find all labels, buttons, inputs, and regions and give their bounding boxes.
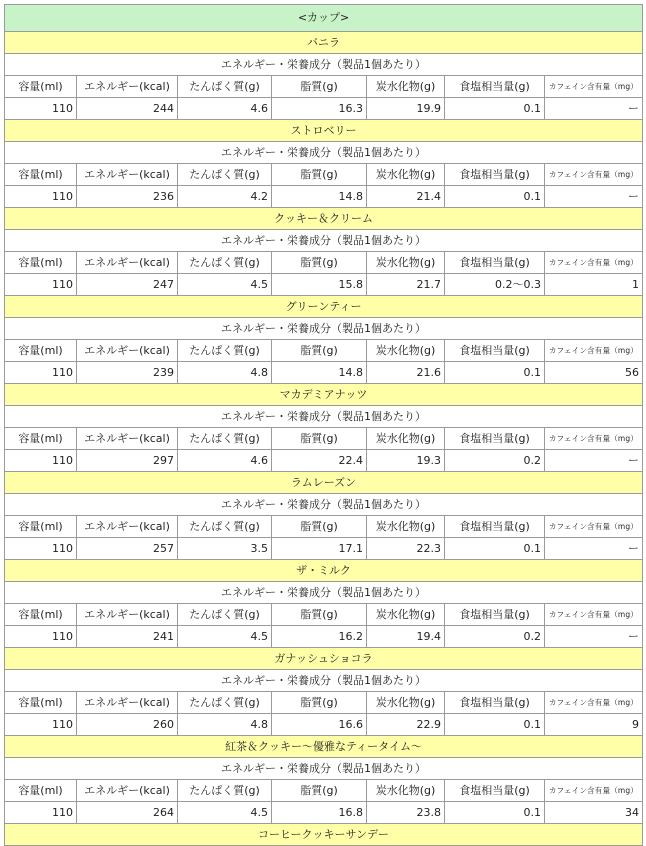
nutrition-subheader-row xyxy=(5,670,643,692)
column-header: 容量(ml) xyxy=(5,164,77,186)
column-header: 容量(ml) xyxy=(5,340,77,362)
nutrition-value: 4.5 xyxy=(178,274,272,296)
nutrition-value: 110 xyxy=(5,538,77,560)
nutrition-value: 15.8 xyxy=(272,274,367,296)
nutrition-value: 110 xyxy=(5,802,77,824)
column-header: 脂質(g) xyxy=(272,516,367,538)
column-header-row xyxy=(5,164,643,186)
nutrition-values-row xyxy=(5,626,643,648)
nutrition-value: 0.2～0.3 xyxy=(445,274,545,296)
column-header: エネルギー(kcal) xyxy=(77,252,178,274)
column-header: エネルギー(kcal) xyxy=(77,516,178,538)
product-row xyxy=(5,472,643,494)
nutrition-value: 19.4 xyxy=(367,626,445,648)
column-header: 炭水化物(g) xyxy=(367,76,445,98)
nutrition-value: 0.2 xyxy=(445,450,545,472)
nutrition-table-container xyxy=(4,4,642,846)
nutrition-subheader: エネルギー・栄養成分（製品1個あたり） xyxy=(5,670,643,692)
column-header: 脂質(g) xyxy=(272,164,367,186)
nutrition-value: 241 xyxy=(77,626,178,648)
nutrition-table xyxy=(4,4,643,846)
nutrition-value: 244 xyxy=(77,98,178,120)
column-header: カフェイン含有量（mg） xyxy=(545,76,643,98)
nutrition-value: 22.9 xyxy=(367,714,445,736)
nutrition-value: 22.4 xyxy=(272,450,367,472)
column-header: カフェイン含有量（mg） xyxy=(545,692,643,714)
product-row xyxy=(5,32,643,54)
nutrition-values-row xyxy=(5,186,643,208)
column-header: エネルギー(kcal) xyxy=(77,604,178,626)
nutrition-value: ー xyxy=(545,98,643,120)
column-header: 容量(ml) xyxy=(5,76,77,98)
nutrition-value: 239 xyxy=(77,362,178,384)
column-header-row xyxy=(5,428,643,450)
product-row xyxy=(5,648,643,670)
nutrition-subheader-row xyxy=(5,54,643,76)
product-row xyxy=(5,208,643,230)
nutrition-value: 110 xyxy=(5,626,77,648)
nutrition-value: ー xyxy=(545,186,643,208)
nutrition-value: 16.8 xyxy=(272,802,367,824)
product-name: ストロベリー xyxy=(5,120,643,142)
nutrition-value: 297 xyxy=(77,450,178,472)
column-header: たんぱく質(g) xyxy=(178,340,272,362)
column-header: 容量(ml) xyxy=(5,692,77,714)
nutrition-value: 21.7 xyxy=(367,274,445,296)
product-row xyxy=(5,120,643,142)
nutrition-values-row xyxy=(5,538,643,560)
column-header: 容量(ml) xyxy=(5,516,77,538)
nutrition-value: 0.1 xyxy=(445,538,545,560)
nutrition-value: 110 xyxy=(5,362,77,384)
nutrition-value: 247 xyxy=(77,274,178,296)
column-header: 炭水化物(g) xyxy=(367,340,445,362)
nutrition-subheader: エネルギー・栄養成分（製品1個あたり） xyxy=(5,54,643,76)
nutrition-value: 9 xyxy=(545,714,643,736)
column-header: 脂質(g) xyxy=(272,604,367,626)
column-header-row xyxy=(5,780,643,802)
nutrition-table-body xyxy=(5,5,643,846)
column-header: 食塩相当量(g) xyxy=(445,780,545,802)
nutrition-value: ー xyxy=(545,538,643,560)
nutrition-value: 21.6 xyxy=(367,362,445,384)
nutrition-value: 21.4 xyxy=(367,186,445,208)
column-header-row xyxy=(5,692,643,714)
product-name: ラムレーズン xyxy=(5,472,643,494)
product-name: ガナッシュショコラ xyxy=(5,648,643,670)
column-header: 炭水化物(g) xyxy=(367,164,445,186)
nutrition-value: 257 xyxy=(77,538,178,560)
nutrition-value: 0.2 xyxy=(445,626,545,648)
product-row xyxy=(5,824,643,846)
nutrition-value: 4.8 xyxy=(178,362,272,384)
column-header: 炭水化物(g) xyxy=(367,428,445,450)
nutrition-subheader-row xyxy=(5,406,643,428)
nutrition-value: 1 xyxy=(545,274,643,296)
column-header: 食塩相当量(g) xyxy=(445,428,545,450)
column-header: カフェイン含有量（mg） xyxy=(545,428,643,450)
column-header: カフェイン含有量（mg） xyxy=(545,780,643,802)
column-header: カフェイン含有量（mg） xyxy=(545,516,643,538)
nutrition-subheader: エネルギー・栄養成分（製品1個あたり） xyxy=(5,230,643,252)
nutrition-value: 16.3 xyxy=(272,98,367,120)
column-header: エネルギー(kcal) xyxy=(77,164,178,186)
nutrition-value: 19.3 xyxy=(367,450,445,472)
nutrition-subheader: エネルギー・栄養成分（製品1個あたり） xyxy=(5,318,643,340)
column-header: 炭水化物(g) xyxy=(367,516,445,538)
column-header: 容量(ml) xyxy=(5,428,77,450)
column-header: エネルギー(kcal) xyxy=(77,692,178,714)
column-header-row xyxy=(5,76,643,98)
product-name: クッキー＆クリーム xyxy=(5,208,643,230)
column-header: たんぱく質(g) xyxy=(178,252,272,274)
nutrition-subheader-row xyxy=(5,230,643,252)
nutrition-value: 110 xyxy=(5,714,77,736)
column-header: カフェイン含有量（mg） xyxy=(545,604,643,626)
product-name: ザ・ミルク xyxy=(5,560,643,582)
product-name: グリーンティー xyxy=(5,296,643,318)
nutrition-value: 110 xyxy=(5,274,77,296)
nutrition-value: 16.6 xyxy=(272,714,367,736)
nutrition-subheader-row xyxy=(5,142,643,164)
column-header: 脂質(g) xyxy=(272,252,367,274)
nutrition-subheader-row xyxy=(5,318,643,340)
column-header-row xyxy=(5,252,643,274)
column-header: たんぱく質(g) xyxy=(178,692,272,714)
column-header: 脂質(g) xyxy=(272,780,367,802)
nutrition-values-row xyxy=(5,450,643,472)
column-header: カフェイン含有量（mg） xyxy=(545,164,643,186)
nutrition-value: ー xyxy=(545,450,643,472)
nutrition-subheader-row xyxy=(5,758,643,780)
nutrition-value: 14.8 xyxy=(272,186,367,208)
nutrition-value: 0.1 xyxy=(445,362,545,384)
column-header: 食塩相当量(g) xyxy=(445,76,545,98)
column-header: 容量(ml) xyxy=(5,780,77,802)
column-header: カフェイン含有量（mg） xyxy=(545,252,643,274)
nutrition-subheader: エネルギー・栄養成分（製品1個あたり） xyxy=(5,142,643,164)
nutrition-subheader: エネルギー・栄養成分（製品1個あたり） xyxy=(5,758,643,780)
nutrition-value: 0.1 xyxy=(445,186,545,208)
column-header: 炭水化物(g) xyxy=(367,692,445,714)
nutrition-subheader: エネルギー・栄養成分（製品1個あたり） xyxy=(5,582,643,604)
nutrition-subheader: エネルギー・栄養成分（製品1個あたり） xyxy=(5,406,643,428)
column-header-row xyxy=(5,604,643,626)
column-header: エネルギー(kcal) xyxy=(77,340,178,362)
nutrition-value: ー xyxy=(545,626,643,648)
column-header: エネルギー(kcal) xyxy=(77,76,178,98)
nutrition-value: 260 xyxy=(77,714,178,736)
column-header: 脂質(g) xyxy=(272,76,367,98)
column-header: たんぱく質(g) xyxy=(178,516,272,538)
column-header: 食塩相当量(g) xyxy=(445,252,545,274)
nutrition-value: 14.8 xyxy=(272,362,367,384)
nutrition-values-row xyxy=(5,714,643,736)
column-header: 食塩相当量(g) xyxy=(445,516,545,538)
nutrition-value: 4.6 xyxy=(178,98,272,120)
nutrition-value: 110 xyxy=(5,186,77,208)
product-name: コーヒークッキーサンデー xyxy=(5,824,643,846)
column-header: たんぱく質(g) xyxy=(178,164,272,186)
column-header: 容量(ml) xyxy=(5,252,77,274)
nutrition-value: 264 xyxy=(77,802,178,824)
column-header: 脂質(g) xyxy=(272,340,367,362)
nutrition-subheader-row xyxy=(5,494,643,516)
table-title: <カップ> xyxy=(5,5,643,32)
nutrition-values-row xyxy=(5,98,643,120)
nutrition-value: 4.5 xyxy=(178,802,272,824)
column-header: たんぱく質(g) xyxy=(178,604,272,626)
product-row xyxy=(5,296,643,318)
column-header: たんぱく質(g) xyxy=(178,76,272,98)
column-header: 炭水化物(g) xyxy=(367,604,445,626)
nutrition-value: 0.1 xyxy=(445,802,545,824)
column-header: 炭水化物(g) xyxy=(367,780,445,802)
nutrition-value: 56 xyxy=(545,362,643,384)
column-header: エネルギー(kcal) xyxy=(77,780,178,802)
nutrition-value: 16.2 xyxy=(272,626,367,648)
nutrition-value: 0.1 xyxy=(445,98,545,120)
nutrition-value: 19.9 xyxy=(367,98,445,120)
product-row xyxy=(5,736,643,758)
nutrition-values-row xyxy=(5,362,643,384)
column-header: 容量(ml) xyxy=(5,604,77,626)
nutrition-value: 110 xyxy=(5,450,77,472)
nutrition-value: 110 xyxy=(5,98,77,120)
nutrition-value: 0.1 xyxy=(445,714,545,736)
column-header-row xyxy=(5,340,643,362)
column-header: 食塩相当量(g) xyxy=(445,604,545,626)
product-name: バニラ xyxy=(5,32,643,54)
nutrition-value: 17.1 xyxy=(272,538,367,560)
nutrition-value: 23.8 xyxy=(367,802,445,824)
column-header: 食塩相当量(g) xyxy=(445,164,545,186)
column-header-row xyxy=(5,516,643,538)
column-header: 脂質(g) xyxy=(272,692,367,714)
nutrition-subheader: エネルギー・栄養成分（製品1個あたり） xyxy=(5,494,643,516)
table-header-row xyxy=(5,5,643,32)
column-header: 脂質(g) xyxy=(272,428,367,450)
column-header: 食塩相当量(g) xyxy=(445,340,545,362)
nutrition-values-row xyxy=(5,274,643,296)
product-row xyxy=(5,384,643,406)
column-header: たんぱく質(g) xyxy=(178,428,272,450)
nutrition-values-row xyxy=(5,802,643,824)
nutrition-value: 4.2 xyxy=(178,186,272,208)
nutrition-value: 236 xyxy=(77,186,178,208)
nutrition-value: 4.8 xyxy=(178,714,272,736)
column-header: 炭水化物(g) xyxy=(367,252,445,274)
nutrition-value: 3.5 xyxy=(178,538,272,560)
nutrition-subheader-row xyxy=(5,582,643,604)
nutrition-value: 34 xyxy=(545,802,643,824)
column-header: エネルギー(kcal) xyxy=(77,428,178,450)
product-name: 紅茶＆クッキー～優雅なティータイム～ xyxy=(5,736,643,758)
column-header: たんぱく質(g) xyxy=(178,780,272,802)
product-name: マカデミアナッツ xyxy=(5,384,643,406)
nutrition-value: 22.3 xyxy=(367,538,445,560)
column-header: 食塩相当量(g) xyxy=(445,692,545,714)
nutrition-value: 4.5 xyxy=(178,626,272,648)
column-header: カフェイン含有量（mg） xyxy=(545,340,643,362)
product-row xyxy=(5,560,643,582)
nutrition-value: 4.6 xyxy=(178,450,272,472)
